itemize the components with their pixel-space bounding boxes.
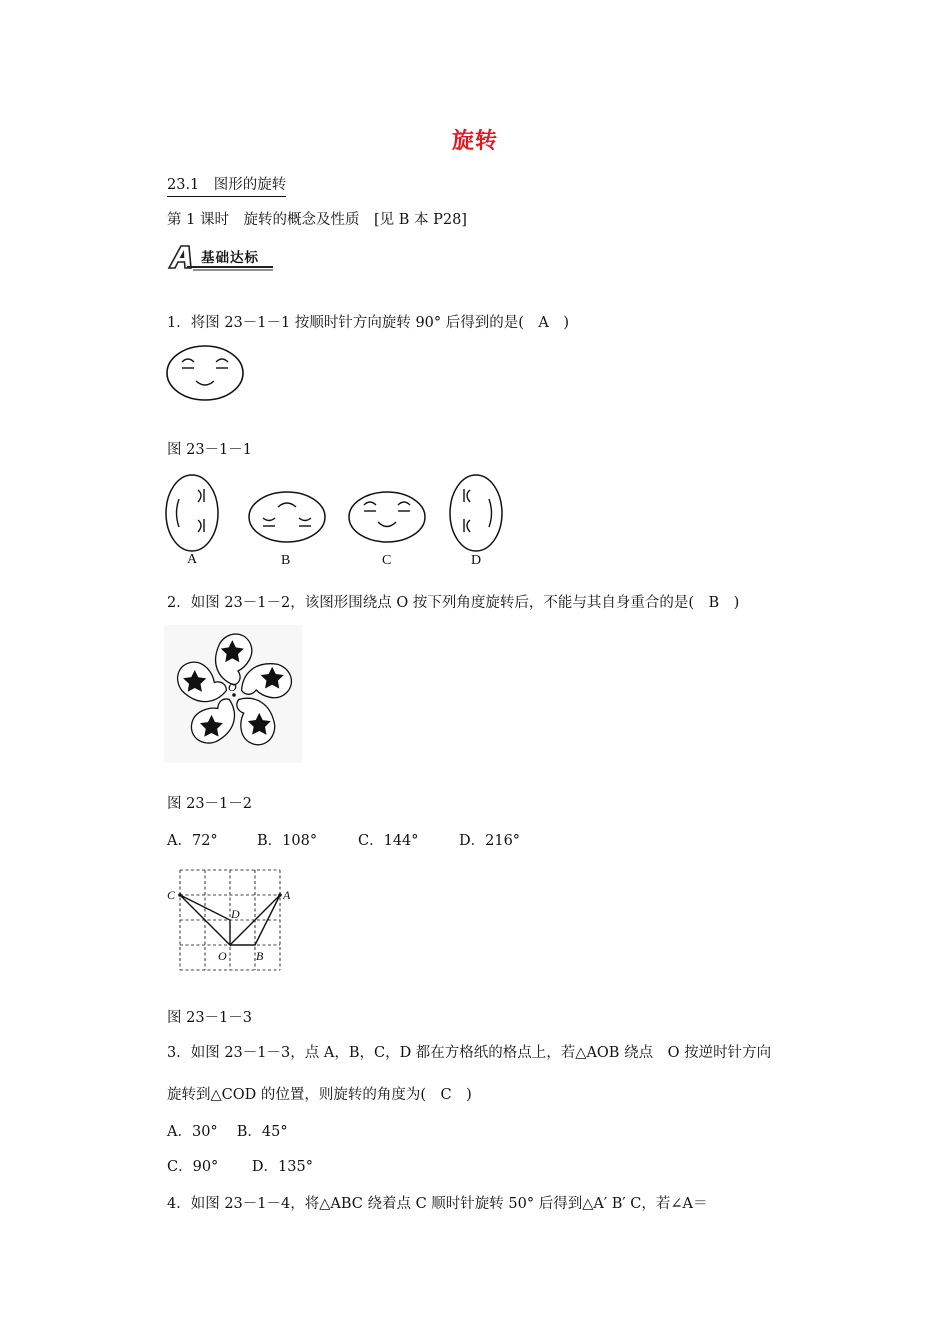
- badge-label: 基础达标: [201, 250, 259, 266]
- question-2: 2．如图 23－1－2，该图形围绕点 O 按下列角度旋转后，不能与其自身重合的是( B ): [167, 595, 740, 611]
- figure-23-1-2: [164, 625, 302, 763]
- option-d: D．216°: [459, 833, 521, 849]
- figure-caption: 图 23－1－1: [167, 442, 253, 458]
- option-c-figure: [345, 488, 431, 546]
- option-b: B．108°: [257, 833, 318, 849]
- lesson-heading: 第 1 课时 旋转的概念及性质 [见 B 本 P28]: [167, 212, 467, 228]
- point-o-label: O: [218, 949, 227, 963]
- question-3-line-1: 3．如图 23－1－3，点 A，B，C，D 都在方格纸的格点上，若△AOB 绕点 O 按逆时针方向: [167, 1045, 772, 1061]
- option-a-figure: [164, 472, 224, 554]
- point-b-label: B: [256, 949, 264, 963]
- point-o-label: O: [228, 680, 237, 694]
- option-a-label: A: [187, 552, 198, 567]
- question-4: 4．如图 23－1－4，将△ABC 绕着点 C 顺时针旋转 50° 后得到△A′ B′ C，若∠A＝: [167, 1196, 708, 1212]
- point-c-label: C: [167, 888, 176, 902]
- point-d-label: D: [231, 907, 240, 921]
- section-heading: 23.1 图形的旋转: [167, 175, 286, 197]
- figure-caption: 图 23－1－3: [167, 1010, 253, 1026]
- option-d-figure: [446, 472, 506, 554]
- question-3-options-row-2: C．90° D．135°: [167, 1159, 313, 1175]
- question-1: 1．将图 23－1－1 按顺时针方向旋转 90° 后得到的是( A ): [167, 315, 570, 331]
- option-a: A．72°: [167, 833, 218, 849]
- figure-caption: 图 23－1－2: [167, 796, 253, 812]
- page-title: 旋转: [451, 129, 498, 154]
- option-d-label: D: [471, 553, 482, 568]
- option-b-label: B: [281, 553, 291, 568]
- point-a-label: A: [283, 888, 291, 902]
- question-3-line-2: 旋转到△COD 的位置，则旋转的角度为( C ): [167, 1087, 472, 1103]
- option-b-figure: [245, 488, 331, 546]
- figure-23-1-3: [164, 862, 291, 978]
- option-c: C．144°: [358, 833, 419, 849]
- basic-level-badge: [167, 243, 275, 271]
- question-2-options: [167, 831, 520, 851]
- figure-23-1-1: [163, 342, 249, 404]
- question-3-options-row-1: A．30° B．45°: [167, 1124, 288, 1140]
- option-c-label: C: [382, 553, 392, 568]
